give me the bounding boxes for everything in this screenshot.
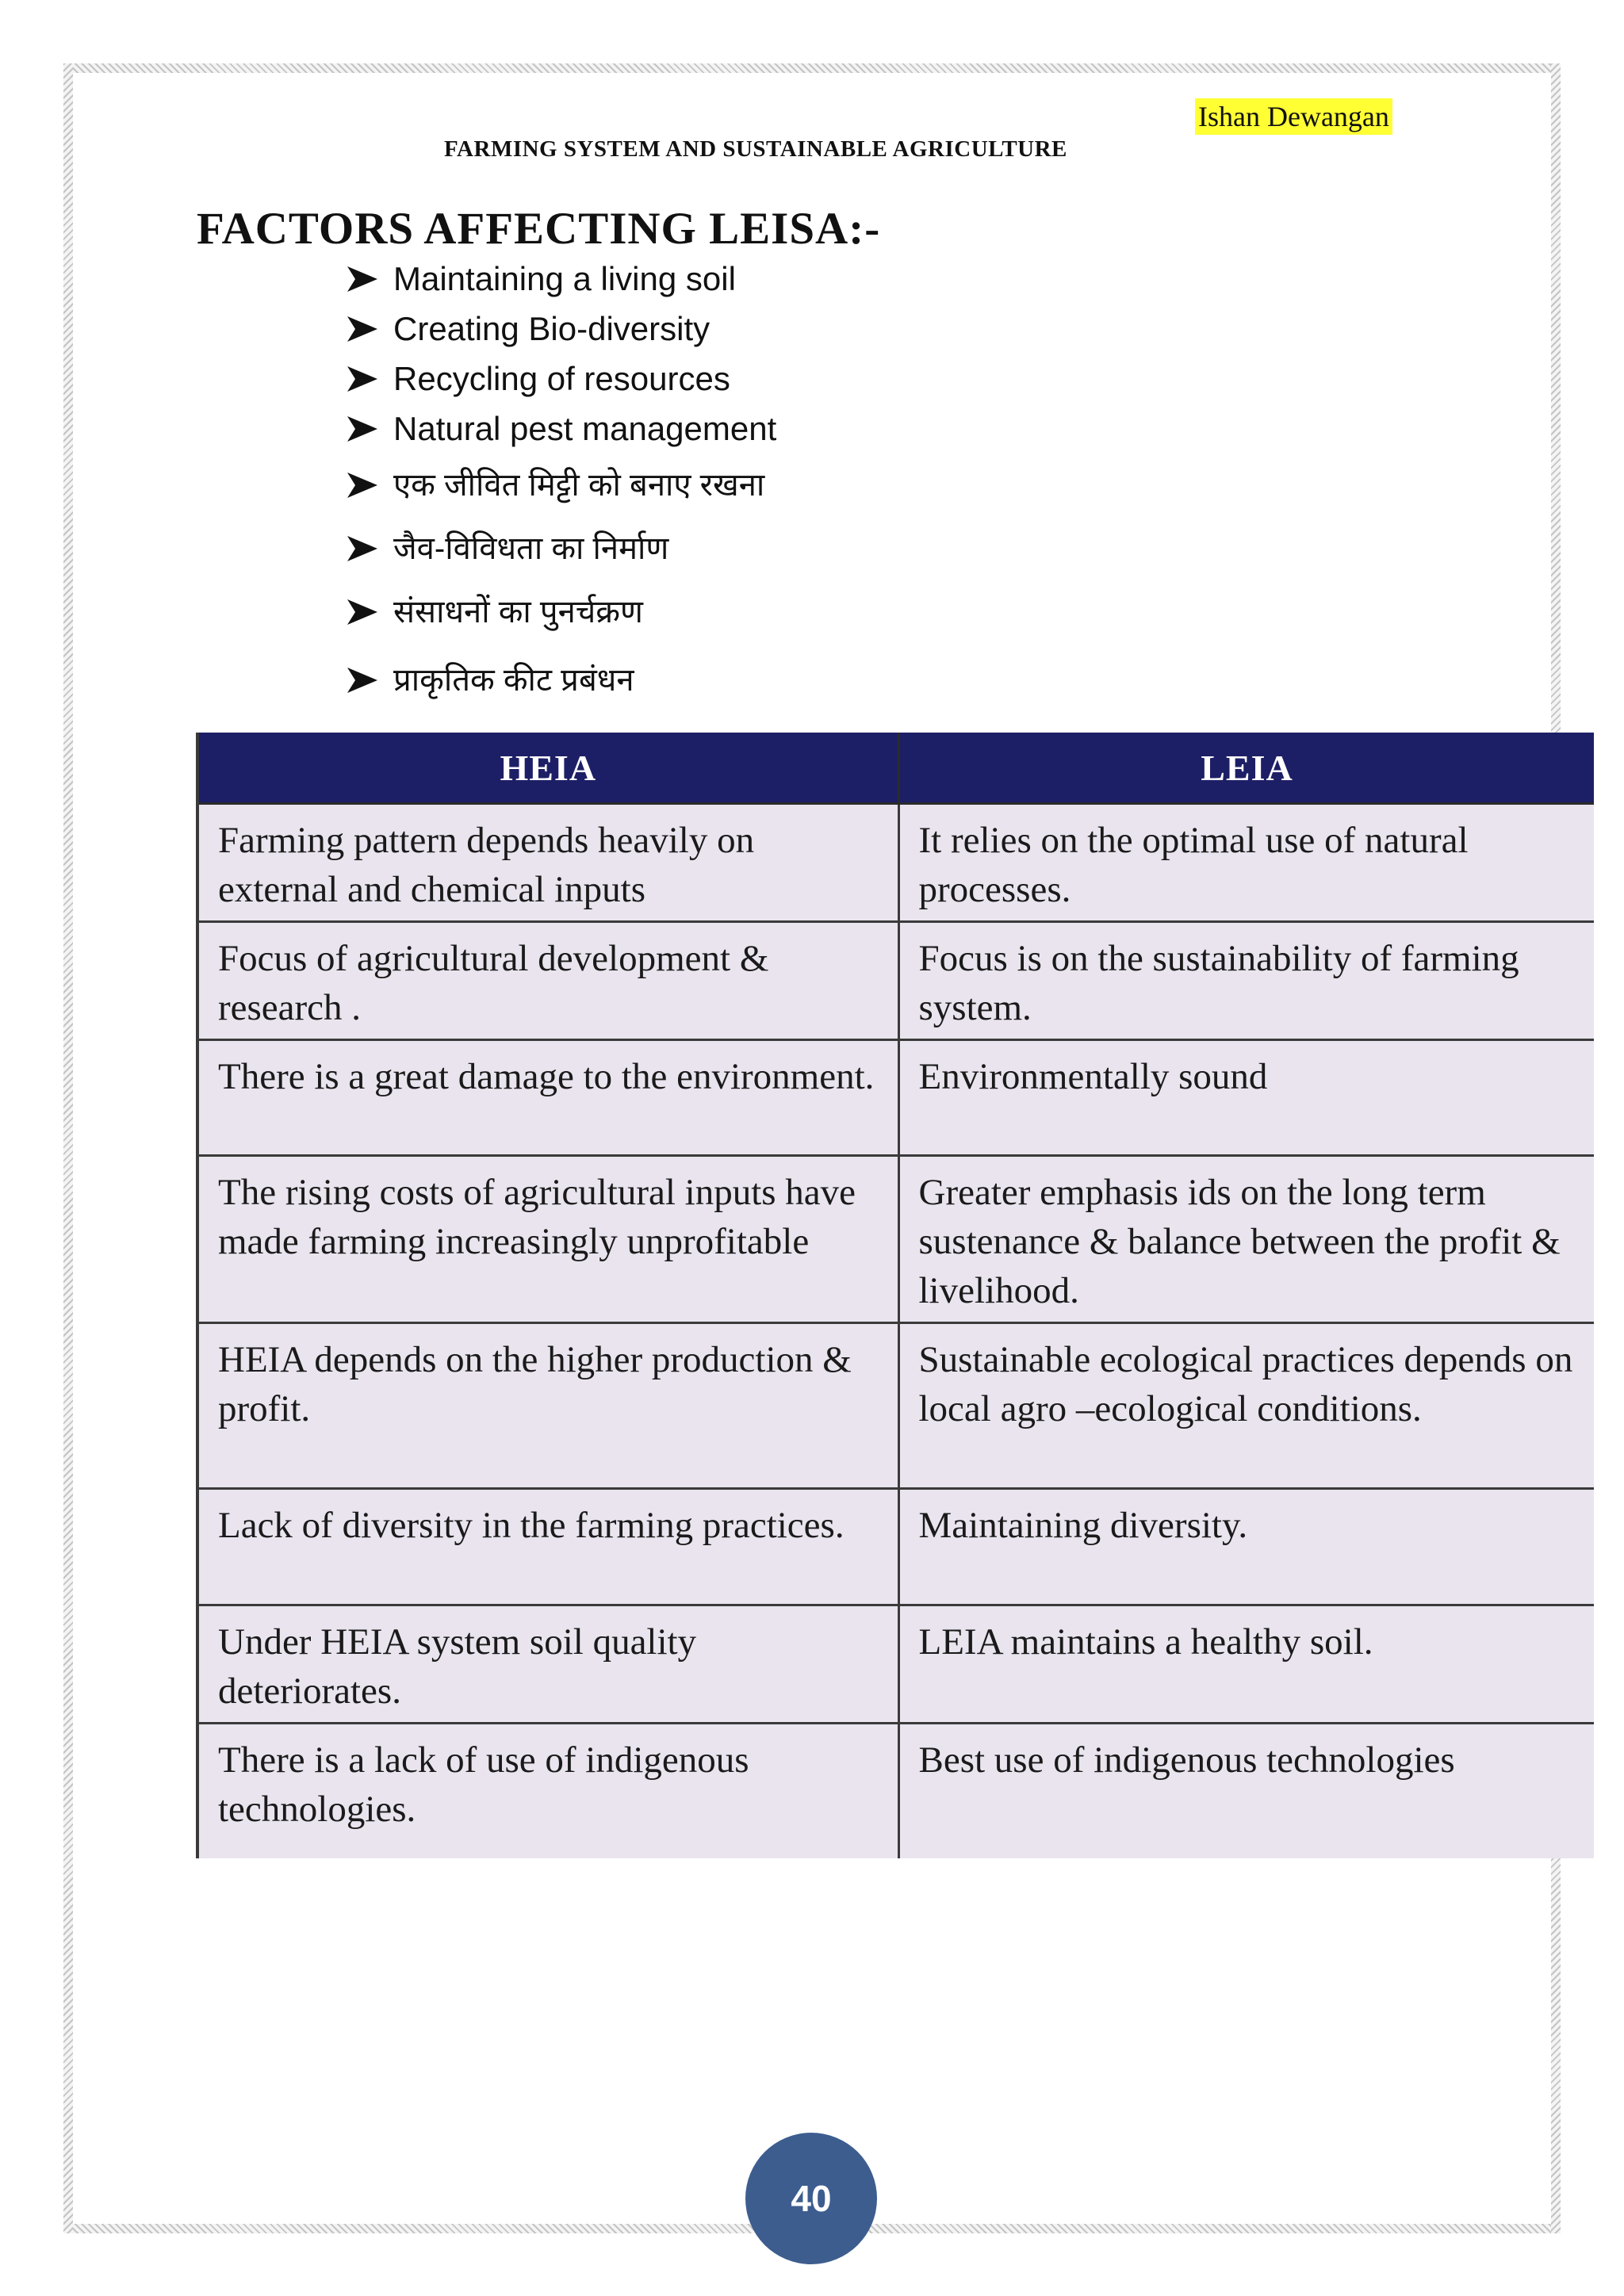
table-cell-heia: The rising costs of agricultural inputs have made farming increasingly unprofitable <box>197 1156 898 1323</box>
table-cell-heia: HEIA depends on the higher production & profit. <box>197 1323 898 1489</box>
list-item <box>346 354 776 404</box>
table-cell-leia: Greater emphasis ids on the long term sustenance & balance between the profit & livelihood. <box>898 1156 1594 1323</box>
comparison-table <box>196 733 1594 1858</box>
arrowhead-bullet-icon <box>346 666 379 695</box>
table-cell-leia: Maintaining diversity. <box>898 1489 1594 1605</box>
table-cell-heia: Focus of agricultural development & research . <box>197 922 898 1040</box>
arrowhead-bullet-icon <box>346 265 379 293</box>
arrowhead-bullet-icon <box>346 315 379 343</box>
table-row <box>197 922 1594 1040</box>
factor-list <box>346 254 776 717</box>
table-cell-leia: Focus is on the sustainability of farming system. <box>898 922 1594 1040</box>
list-item <box>346 453 776 517</box>
table-header-row <box>197 733 1594 804</box>
table-cell-heia: Under HEIA system soil quality deteriorates. <box>197 1605 898 1724</box>
list-item-text: एक जीवित मिट्टी को बनाए रखना <box>393 468 765 503</box>
page-number-badge: 40 <box>745 2133 877 2264</box>
section-title: FACTORS AFFECTING LEISA:- <box>197 204 881 254</box>
arrowhead-bullet-icon <box>346 415 379 443</box>
author-name: Ishan Dewangan <box>1195 98 1392 135</box>
list-item <box>346 517 776 580</box>
page-border-top <box>63 63 1561 73</box>
running-title: FARMING SYSTEM AND SUSTAINABLE AGRICULTURE <box>444 136 1067 162</box>
arrowhead-bullet-icon <box>346 598 379 626</box>
table-row <box>197 804 1594 922</box>
page-border-left <box>63 63 73 2233</box>
table-cell-leia: LEIA maintains a healthy soil. <box>898 1605 1594 1724</box>
table-cell-heia: There is a great damage to the environment. <box>197 1040 898 1156</box>
table-cell-heia: Lack of diversity in the farming practices. <box>197 1489 898 1605</box>
table-row <box>197 1156 1594 1323</box>
table-cell-leia: It relies on the optimal use of natural processes. <box>898 804 1594 922</box>
arrowhead-bullet-icon <box>346 534 379 563</box>
column-header-heia: HEIA <box>197 733 898 804</box>
table-row <box>197 1040 1594 1156</box>
heia-leia-comparison-table <box>196 733 1594 1858</box>
table-cell-heia: Farming pattern depends heavily on external and chemical inputs <box>197 804 898 922</box>
table-row <box>197 1605 1594 1724</box>
table-row <box>197 1323 1594 1489</box>
list-item-text: Maintaining a living soil <box>393 260 736 297</box>
list-item-text: Creating Bio-diversity <box>393 310 710 347</box>
column-header-leia: LEIA <box>898 733 1594 804</box>
list-item <box>346 404 776 453</box>
table-cell-leia: Best use of indigenous technologies <box>898 1724 1594 1859</box>
table-row <box>197 1489 1594 1605</box>
list-item-text: Recycling of resources <box>393 360 730 397</box>
list-item <box>346 580 776 644</box>
arrowhead-bullet-icon <box>346 365 379 393</box>
table-row <box>197 1724 1594 1859</box>
arrowhead-bullet-icon <box>346 471 379 499</box>
table-cell-leia: Environmentally sound <box>898 1040 1594 1156</box>
table-cell-heia: There is a lack of use of indigenous technologies. <box>197 1724 898 1859</box>
list-item <box>346 304 776 354</box>
list-item-text: संसाधनों का पुनर्चक्रण <box>393 595 643 629</box>
table-cell-leia: Sustainable ecological practices depends on local agro –ecological conditions. <box>898 1323 1594 1489</box>
list-item-text: जैव-विविधता का निर्माण <box>393 531 669 566</box>
list-item <box>346 644 776 717</box>
list-item-text: Natural pest management <box>393 410 777 447</box>
list-item-text: प्राकृतिक कीट प्रबंधन <box>393 663 634 698</box>
list-item <box>346 254 776 304</box>
